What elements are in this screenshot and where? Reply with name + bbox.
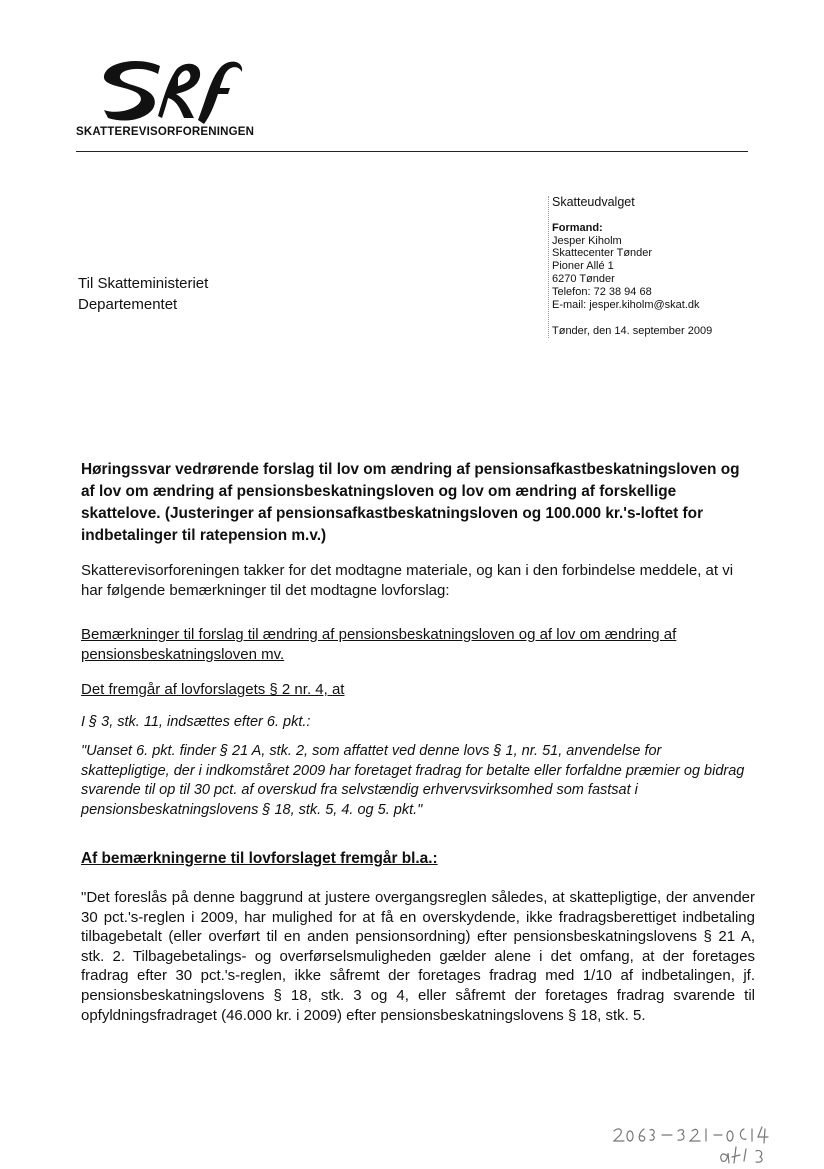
section-2-heading: Af bemærkningerne til lovforslaget fremgår bl.a.: [81,850,438,867]
chair-label: Formand: [552,221,603,234]
srf-logo-icon [98,56,246,126]
sender-email: E-mail: jesper.kiholm@skat.dk [552,298,700,311]
section-1-quote: "Uanset 6. pkt. finder § 21 A, stk. 2, som affattet ved denne lovs § 1, nr. 51, anvendelse for skattepligtige, der i indkomståret 2009 har foretaget fradrag for betalte eller forfaldne præmier og bidrag svarende til op til 30 pct. af overskud fra selvstændig erhvervsvirksomhed som fastsat i pensionsbeskatningslovens § 18, stk. 5, 4. og 5. pkt." [81,743,745,818]
recipient-block [78,273,208,315]
letter-subject: Høringssvar vedrørende forslag til lov om ændring af pensionsafkastbeskatningsloven og af lov om ændring af pensionsbeskatningsloven og lov om ændring af forskellige skattelove. (Justeringer af pensionsafkastbeskatningsloven og 100.000 kr.'s-loftet for indbetalinger til ratepension m.v.) [81,461,740,544]
sender-block [548,196,712,338]
header-divider [76,151,748,152]
sender-phone: Telefon: 72 38 94 68 [552,285,652,298]
chair-name: Jesper Kiholm [552,234,622,247]
recipient-line-1: Til Skatteministeriet [78,275,209,292]
section-1-heading: Bemærkninger til forslag til ændring af pensionsbeskatningsloven og af lov om ændring af pensionsbeskatningsloven mv. [81,626,677,663]
committee-name: Skatteudvalget [552,195,635,209]
letter-date: Tønder, den 14. september 2009 [552,325,713,338]
section-1-reference: Det fremgår af lovforslagets § 2 nr. 4, at [81,681,345,698]
handwritten-file-number [610,1125,785,1165]
sender-city: 6270 Tønder [552,272,615,285]
sender-street: Pioner Allé 1 [552,260,614,273]
intro-paragraph: Skatterevisorforeningen takker for det modtagne materiale, og kan i den forbindelse meddele, at vi har følgende bemærkninger til det modtagne lovforslag: [81,562,734,599]
organization-name: SKATTEREVISORFORENINGEN [76,126,255,138]
section-2-quote: "Det foreslås på denne baggrund at justere overgangsreglen således, at skattepligtige, der anvender 30 pct.'s-reglen i 2009, har mulighed for at få en overskydende, ikke fradragsberettiget indbetaling tilbagebetalt (eller overført til en anden pensionsordning) efter pensionsbeskatningslovens § 21 A, stk. 2. Tilbagebetalings- og overførselsmuligheden gælder alene i det omfang, at der foretages fradrag efter 30 pct.'s-reglen, ikke såfremt der foretages fradrag med 1/10 af indbetalingen, jf. pensionsbeskatningslovens § 18, stk. 3 og 4, eller såfremt der foretages fradrag svarende til opfyldningsfradraget (46.000 kr. i 2009) efter pensionsbeskatningslovens § 18, stk. 5. [81,889,755,1024]
recipient-line-2: Departementet [78,296,178,313]
section-1-subclause: I § 3, stk. 11, indsættes efter 6. pkt.: [81,714,311,730]
sender-company: Skattecenter Tønder [552,247,653,260]
